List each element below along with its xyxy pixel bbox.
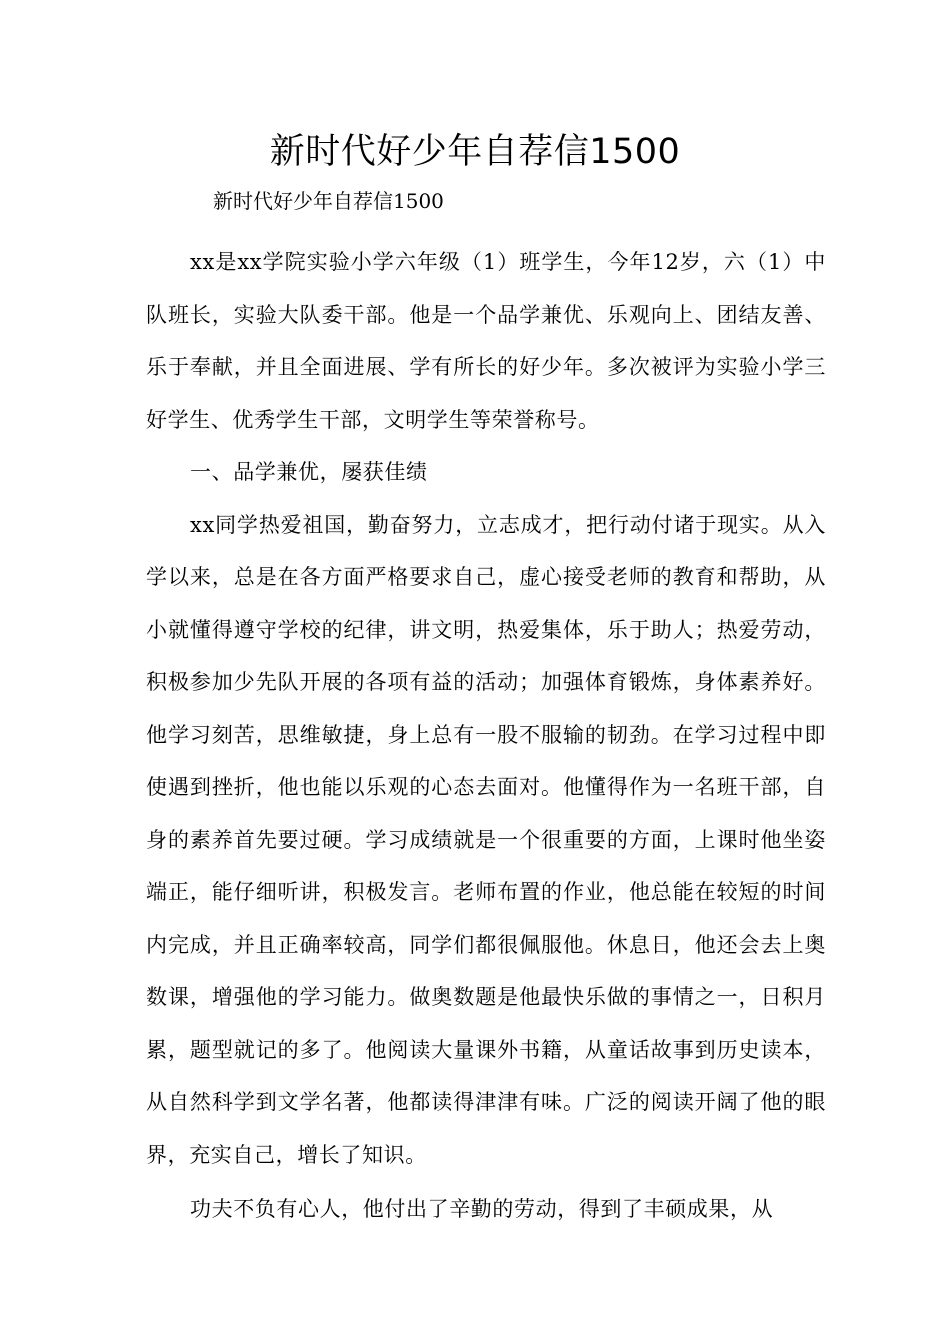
document-title: 新时代好少年自荐信1500 — [269, 132, 681, 172]
intro-paragraph: xx是xx学院实验小学六年级（1）班学生，今年12岁，六（1）中队班长，实验大队委干部。他是一个品学兼优、乐观向上、团结友善、乐于奉献，并且全面进展、学有所长的好少年。多次被评为实验小学三好学生、优秀学生干部，文明学生等荣誉称号。 — [146, 250, 826, 432]
document-body — [146, 236, 826, 1236]
body-paragraph-continued: 功夫不负有心人，他付出了辛勤的劳动，得到了丰硕成果，从 — [190, 1197, 774, 1221]
document-subtitle: 新时代好少年自荐信1500 — [213, 189, 444, 213]
section-heading: 一、品学兼优，屡获佳绩 — [190, 460, 428, 484]
body-paragraph: xx同学热爱祖国，勤奋努力，立志成才，把行动付诸于现实。从入学以来，总是在各方面严格要求自己，虚心接受老师的教育和帮助，从小就懂得遵守学校的纪律，讲文明，热爱集体，乐于助人；热爱劳动，积极参加少先队开展的各项有益的活动；加强体育锻炼，身体素养好。他学习刻苦，思维敏捷，身上总有一股不服输的韧劲。在学习过程中即使遇到挫折，他也能以乐观的心态去面对。他懂得作为一名班干部，自身的素养首先要过硬。学习成绩就是一个很重要的方面，上课时他坐姿端正，能仔细听讲，积极发言。老师布置的作业，他总能在较短的时间内完成，并且正确率较高，同学们都很佩服他。休息日，他还会去上奥数课，增强他的学习能力。做奥数题是他最快乐做的事情之一，日积月累，题型就记的多了。他阅读大量课外书籍，从童话故事到历史读本，从自然科学到文学名著，他都读得津津有味。广泛的阅读开阔了他的眼界，充实自己，增长了知识。 — [146, 512, 826, 1167]
